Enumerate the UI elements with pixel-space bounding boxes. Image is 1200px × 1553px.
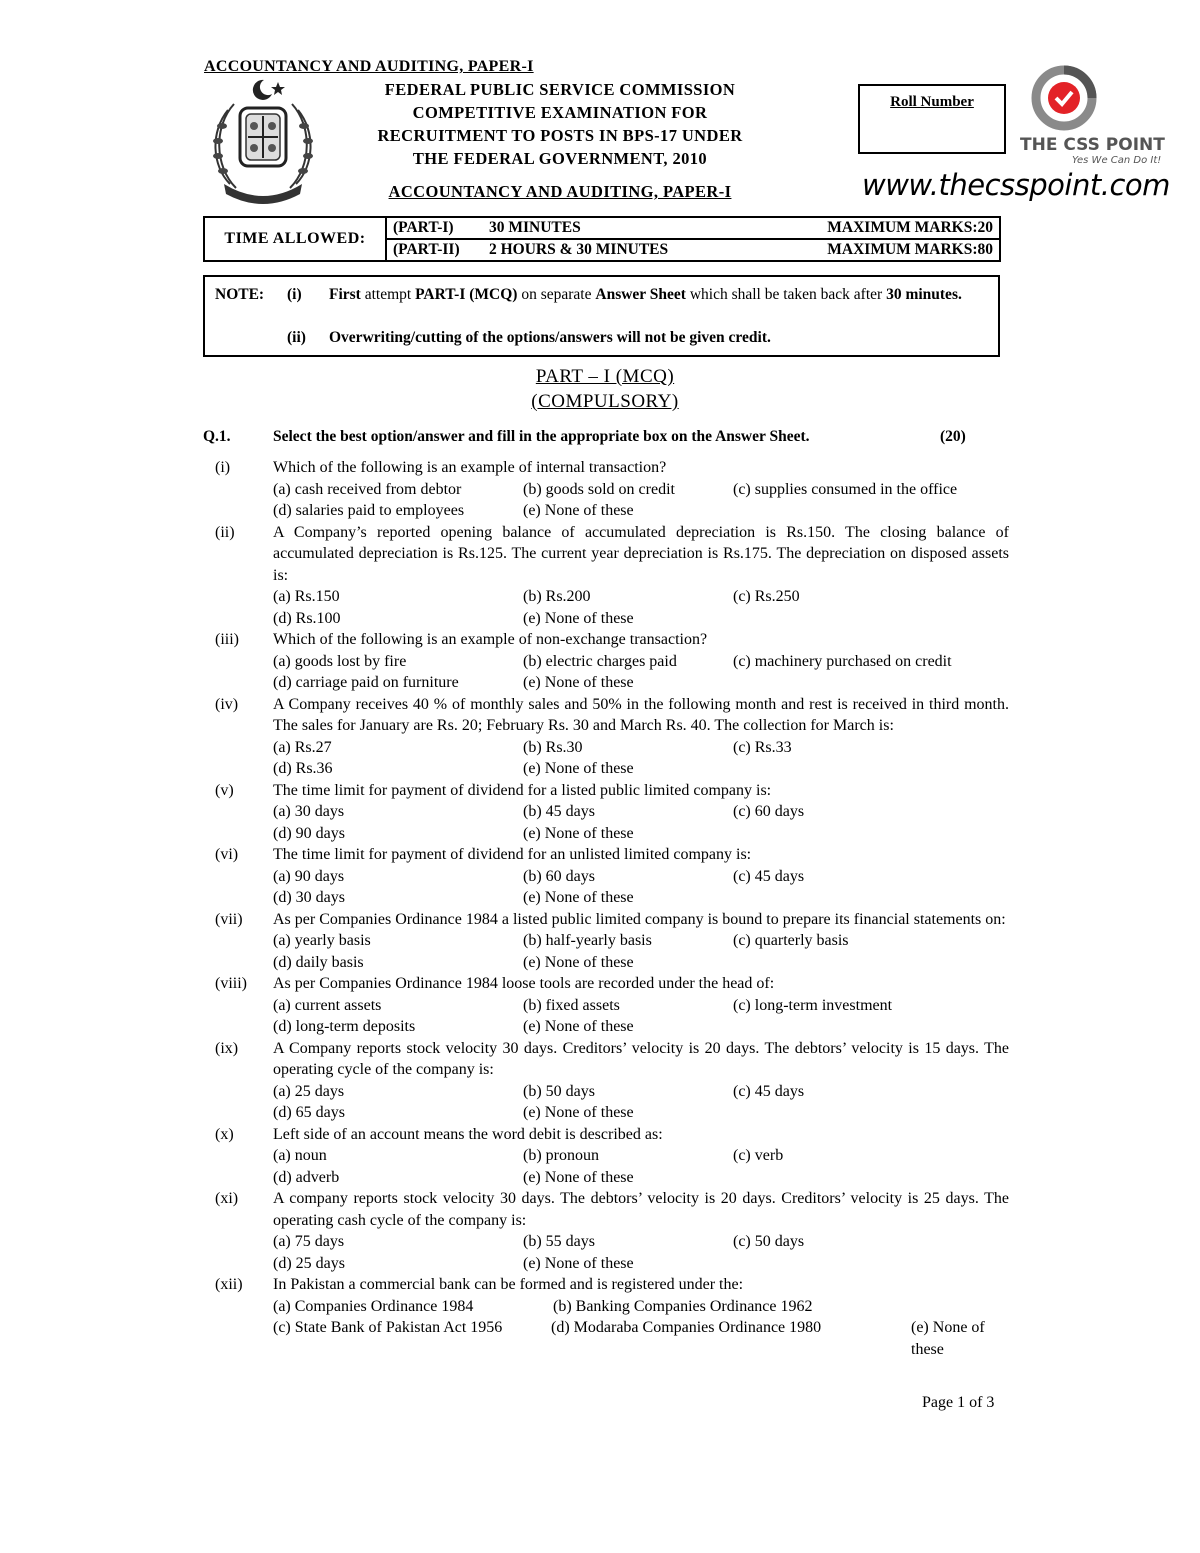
mcq-item (0, 780, 1200, 845)
note-emph: PART-I (MCQ) (415, 286, 518, 303)
logo-text: THE CSS POINT (1020, 135, 1165, 155)
mcq-option[interactable]: (a) current assets (273, 996, 382, 1014)
mcq-option[interactable]: (d) salaries paid to employees (273, 502, 465, 519)
mcq-options (273, 1231, 1009, 1274)
mcq-options (273, 737, 1009, 780)
mcq-question-text: The time limit for payment of dividend for an unlisted limited company is: (273, 846, 752, 863)
logo-tagline: Yes We Can Do It! (1072, 155, 1162, 166)
mcq-option[interactable]: (d) 65 days (273, 1104, 345, 1121)
website-link[interactable]: www.thecsspoint.com (862, 168, 1170, 202)
mcq-option[interactable]: (e) None of these (523, 1254, 634, 1272)
part-label: (PART-II) (393, 241, 460, 258)
mcq-option[interactable]: (b) 50 days (523, 1082, 595, 1100)
mcq-options (273, 930, 1009, 973)
paper-subtitle: ACCOUNTANCY AND AUDITING, PAPER-I (388, 182, 732, 201)
note-emph: Answer Sheet (595, 286, 686, 303)
mcq-option[interactable]: (c) quarterly basis (733, 932, 849, 949)
roll-number-label: Roll Number (890, 94, 974, 110)
mcq-option[interactable]: (a) 30 days (273, 803, 345, 820)
mcq-item (0, 629, 1200, 694)
government-emblem-icon (204, 76, 322, 208)
question-instruction: Select the best option/answer and fill in the appropriate box on the Answer Sheet. (273, 428, 810, 445)
mcq-option[interactable]: (a) 75 days (273, 1233, 345, 1250)
note-text (329, 284, 979, 306)
mcq-number: (ii) (215, 523, 235, 541)
max-marks: MAXIMUM MARKS:20 (827, 219, 993, 236)
part-subtitle: (COMPULSORY) (531, 391, 679, 412)
mcq-question-text: As per Companies Ordinance 1984 a listed public limited company is bound to prepare its financial statements on: (273, 910, 1006, 928)
mcq-item (0, 844, 1200, 909)
mcq-option[interactable]: (e) None of these (523, 1018, 634, 1035)
header-line: RECRUITMENT TO POSTS IN BPS-17 UNDER (377, 126, 743, 145)
mcq-option[interactable]: (e) None of these (523, 889, 634, 906)
part-label: (PART-I) (393, 219, 454, 236)
mcq-option[interactable]: (b) pronoun (523, 1147, 599, 1164)
time-row-part1 (386, 217, 1000, 239)
mcq-number: (vii) (215, 910, 243, 928)
mcq-number: (vi) (215, 846, 239, 863)
mcq-options (273, 1081, 1009, 1124)
duration: 30 MINUTES (489, 219, 581, 236)
mcq-option[interactable]: (b) goods sold on credit (523, 480, 675, 498)
mcq-question-text: The time limit for payment of dividend for a listed public limited company is: (273, 781, 772, 799)
mcq-question-text: A Company reports stock velocity 30 days. Creditors’ velocity is 20 days. The debtors’ velocity is 15 days. The operating cycle of the company is: (273, 1039, 1009, 1078)
mcq-option[interactable]: (a) noun (273, 1147, 327, 1164)
mcq-option[interactable]: (a) Companies Ordinance 1984 (273, 1297, 474, 1315)
mcq-option[interactable]: (b) electric charges paid (523, 652, 677, 670)
mcq-options (273, 995, 1009, 1038)
mcq-question-text: In Pakistan a commercial bank can be formed and is registered under the: (273, 1276, 744, 1293)
mcq-question-text: As per Companies Ordinance 1984 loose tools are recorded under the head of: (273, 975, 775, 992)
note-text: Overwriting/cutting of the options/answers will not be given credit. (329, 329, 771, 346)
mcq-option[interactable]: (e) None of these (911, 1319, 985, 1358)
duration: 2 HOURS & 30 MINUTES (489, 241, 669, 258)
mcq-option[interactable]: (e) None of these (523, 674, 634, 691)
mcq-question-text: A Company receives 40 % of monthly sales and 50% in the following month and rest is received in third month. The sales for January are Rs. 20; February Rs. 30 and March Rs. 40. The collection for March is: (273, 695, 1009, 734)
mcq-question-text: Which of the following is an example of internal transaction? (273, 459, 667, 476)
mcq-number: (iv) (215, 695, 239, 713)
header-line: FEDERAL PUBLIC SERVICE COMMISSION (384, 80, 736, 99)
mcq-options (273, 1296, 1009, 1318)
mcq-option[interactable]: (c) supplies consumed in the office (733, 480, 958, 498)
mcq-option[interactable]: (e) None of these (523, 1104, 634, 1121)
mcq-option[interactable]: (d) long-term deposits (273, 1018, 416, 1035)
mcq-option[interactable]: (c) 45 days (733, 867, 805, 885)
mcq-option[interactable]: (b) Banking Companies Ordinance 1962 (553, 1297, 813, 1315)
mcq-number: (v) (215, 781, 234, 799)
mcq-options (273, 651, 1009, 694)
note-box (203, 275, 1000, 357)
question-number: Q.1. (203, 428, 231, 445)
mcq-option[interactable]: (d) daily basis (273, 953, 364, 971)
mcq-option[interactable]: (a) yearly basis (273, 932, 371, 949)
mcq-options (273, 586, 1009, 629)
mcq-number: (x) (215, 1125, 234, 1143)
top-paper-title: ACCOUNTANCY AND AUDITING, PAPER-I (204, 58, 534, 75)
mcq-option[interactable]: (e) None of these (523, 609, 634, 627)
mcq-option[interactable]: (e) None of these (523, 1168, 634, 1186)
mcq-number: (iii) (215, 631, 239, 648)
question-marks: (20) (940, 428, 966, 445)
css-point-logo (1010, 60, 1185, 172)
mcq-options (273, 1317, 1009, 1360)
header-line: THE FEDERAL GOVERNMENT, 2010 (412, 149, 708, 168)
mcq-item (0, 909, 1200, 974)
mcq-item (0, 457, 1200, 522)
mcq-number: (xii) (215, 1276, 243, 1293)
note-emph: First (329, 286, 361, 303)
note-label: NOTE: (215, 286, 265, 303)
mcq-option[interactable]: (d) Rs.36 (273, 760, 333, 777)
mcq-item (0, 973, 1200, 1038)
mcq-option[interactable]: (c) State Bank of Pakistan Act 1956 (273, 1319, 503, 1336)
mcq-option[interactable]: (c) verb (733, 1147, 784, 1164)
mcq-option[interactable]: (e) None of these (523, 824, 634, 842)
mcq-option[interactable]: (d) Modaraba Companies Ordinance 1980 (551, 1319, 822, 1336)
mcq-option[interactable]: (a) 25 days (273, 1082, 345, 1100)
roll-number-box[interactable] (858, 84, 1006, 154)
mcq-option[interactable]: (b) 45 days (523, 803, 595, 820)
mcq-option[interactable]: (b) Rs.200 (523, 588, 591, 605)
mcq-option[interactable]: (d) adverb (273, 1168, 340, 1186)
mcq-options (273, 801, 1009, 844)
time-allowed-label: TIME ALLOWED: (204, 217, 386, 261)
mcq-options (273, 1145, 1009, 1188)
note-plain: attempt (360, 286, 416, 303)
mcq-number: (i) (215, 459, 231, 476)
mcq-option[interactable]: (c) 45 days (733, 1082, 805, 1100)
mcq-question-text: Left side of an account means the word debit is described as: (273, 1125, 663, 1143)
mcq-option[interactable]: (c) 50 days (733, 1233, 805, 1250)
mcq-option[interactable]: (a) goods lost by fire (273, 652, 407, 670)
mcq-option[interactable]: (e) None of these (523, 953, 634, 971)
mcq-option[interactable]: (c) 60 days (733, 803, 805, 820)
mcq-option[interactable]: (a) 90 days (273, 867, 345, 885)
page-number: Page 1 of 3 (922, 1394, 995, 1411)
mcq-option[interactable]: (c) Rs.250 (733, 588, 800, 605)
time-allowed-table (203, 216, 1001, 262)
note-plain: which shall be taken back after (685, 286, 887, 303)
mcq-item (0, 1124, 1200, 1189)
mcq-item (0, 1274, 1200, 1360)
mcq-option[interactable]: (d) carriage paid on furniture (273, 674, 459, 691)
mcq-item (0, 1038, 1200, 1124)
max-marks: MAXIMUM MARKS:80 (827, 241, 993, 258)
note-num: (i) (287, 286, 302, 303)
mcq-option[interactable]: (a) cash received from debtor (273, 480, 462, 498)
mcq-option[interactable]: (d) Rs.100 (273, 609, 341, 627)
mcq-item (0, 694, 1200, 780)
mcq-number: (viii) (215, 975, 247, 992)
mcq-list (0, 457, 1200, 1360)
mcq-option[interactable]: (a) Rs.150 (273, 588, 340, 605)
mcq-option[interactable]: (c) machinery purchased on credit (733, 652, 952, 670)
mcq-option[interactable]: (b) Rs.30 (523, 738, 583, 756)
mcq-option[interactable]: (b) 55 days (523, 1233, 595, 1250)
mcq-option[interactable]: (a) Rs.27 (273, 738, 332, 756)
note-emph: 30 minutes. (886, 286, 962, 303)
mcq-question-text: Which of the following is an example of non-exchange transaction? (273, 631, 708, 648)
part-title: PART – I (MCQ) (535, 366, 675, 387)
mcq-option[interactable]: (d) 25 days (273, 1254, 345, 1272)
mcq-option[interactable]: (b) 60 days (523, 867, 595, 885)
part-heading (400, 364, 810, 414)
mcq-option[interactable]: (b) fixed assets (523, 996, 620, 1014)
mcq-item (0, 522, 1200, 630)
commission-header (340, 78, 780, 203)
mcq-option[interactable]: (e) None of these (523, 760, 634, 777)
note-plain: on separate (517, 286, 596, 303)
mcq-number: (ix) (215, 1039, 239, 1057)
mcq-option[interactable]: (d) 30 days (273, 889, 345, 906)
header-line: COMPETITIVE EXAMINATION FOR (412, 103, 708, 122)
mcq-option[interactable]: (b) half-yearly basis (523, 932, 652, 949)
mcq-question-text: A Company’s reported opening balance of accumulated depreciation is Rs.150. The closing balance of accumulated depreciation is Rs.125. The current year depreciation is Rs.175. The depreciation on disposed assets is: (273, 523, 1009, 584)
mcq-options (273, 479, 1009, 522)
mcq-question-text: A company reports stock velocity 30 days. The debtors’ velocity is 20 days. Creditors’ velocity is 25 days. The operating cash cycle of the company is: (273, 1190, 1009, 1229)
mcq-option[interactable]: (c) Rs.33 (733, 738, 792, 756)
mcq-number: (xi) (215, 1190, 239, 1207)
mcq-option[interactable]: (d) 90 days (273, 824, 345, 842)
mcq-option[interactable]: (c) long-term investment (733, 996, 893, 1014)
mcq-option[interactable]: (e) None of these (523, 502, 634, 519)
mcq-item (0, 1188, 1200, 1274)
note-num: (ii) (287, 329, 306, 346)
time-row-part2 (386, 239, 1000, 261)
mcq-options (273, 866, 1009, 909)
